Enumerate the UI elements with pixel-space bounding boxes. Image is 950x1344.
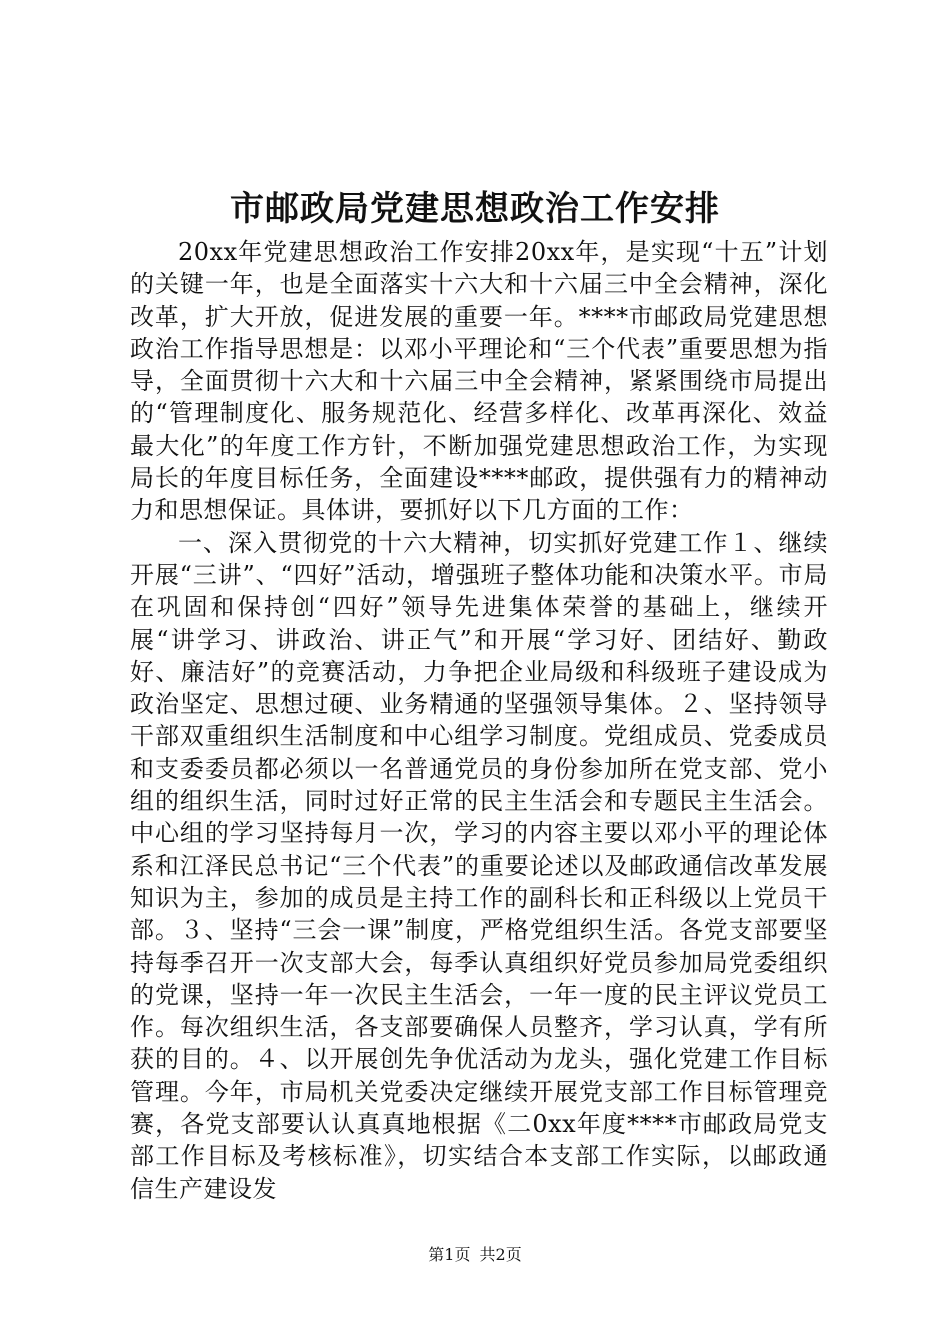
page-total: 共2页 xyxy=(479,1245,522,1264)
page-footer xyxy=(0,1244,950,1266)
paragraph-section-1: 一、深入贯彻党的十六大精神，切实抓好党建工作１、继续开展“三讲”、“四好”活动，增强班子整体功能和决策水平。市局在巩固和保持创“四好”领导先进集体荣誉的基础上，继续开展“讲学习、讲政治、讲正气”和开展“学习好、团结好、勤政好、廉洁好”的竞赛活动，力争把企业局级和科级班子建设成为政治坚定、思想过硬、业务精通的坚强领导集体。２、坚持领导干部双重组织生活制度和中心组学习制度。党组成员、党委成员和支委委员都必须以一名普通党员的身份参加所在党支部、党小组的组织生活，同时过好正常的民主生活会和专题民主生活会。中心组的学习坚持每月一次，学习的内容主要以邓小平的理论体系和江泽民总书记“三个代表”的重要论述以及邮政通信改革发展知识为主，参加的成员是主持工作的副科长和正科级以上党员干部。３、坚持“三会一课”制度，严格党组织生活。各党支部要坚持每季召开一次支部大会，每季认真组织好党员参加局党委组织的党课，坚持一年一次民主生活会，一年一度的民主评议党员工作。每次组织生活，各支部要确保人员整齐，学习认真，学有所获的目的。４、以开展创先争优活动为龙头，强化党建工作目标管理。今年，市局机关党委决定继续开展党支部工作目标管理竞赛，各党支部要认认真真地根据《二0xx年度****市邮政局党支部工作目标及考核标准》，切实结合本支部工作实际，以邮政通信生产建设发 xyxy=(130,528,828,1203)
paragraph-intro: 20xx年党建思想政治工作安排20xx年，是实现“十五”计划的关键一年，也是全面落实十六大和十六届三中全会精神，深化改革，扩大开放，促进发展的重要一年。****市邮政局党建思想政治工作指导思想是：以邓小平理论和“三个代表”重要思想为指导，全面贯彻十六大和十六届三中全会精神，紧紧围绕市局提出的“管理制度化、服务规范化、经营多样化、改革再深化、效益最大化”的年度工作方针，不断加强党建思想政治工作，为实现局长的年度目标任务，全面建设****邮政，提供强有力的精神动力和思想保证。具体讲，要抓好以下几方面的工作： xyxy=(130,238,828,525)
document-title: 市邮政局党建思想政治工作安排 xyxy=(230,189,720,229)
page-number: 第1页 xyxy=(428,1245,471,1264)
document-body xyxy=(130,236,828,1205)
